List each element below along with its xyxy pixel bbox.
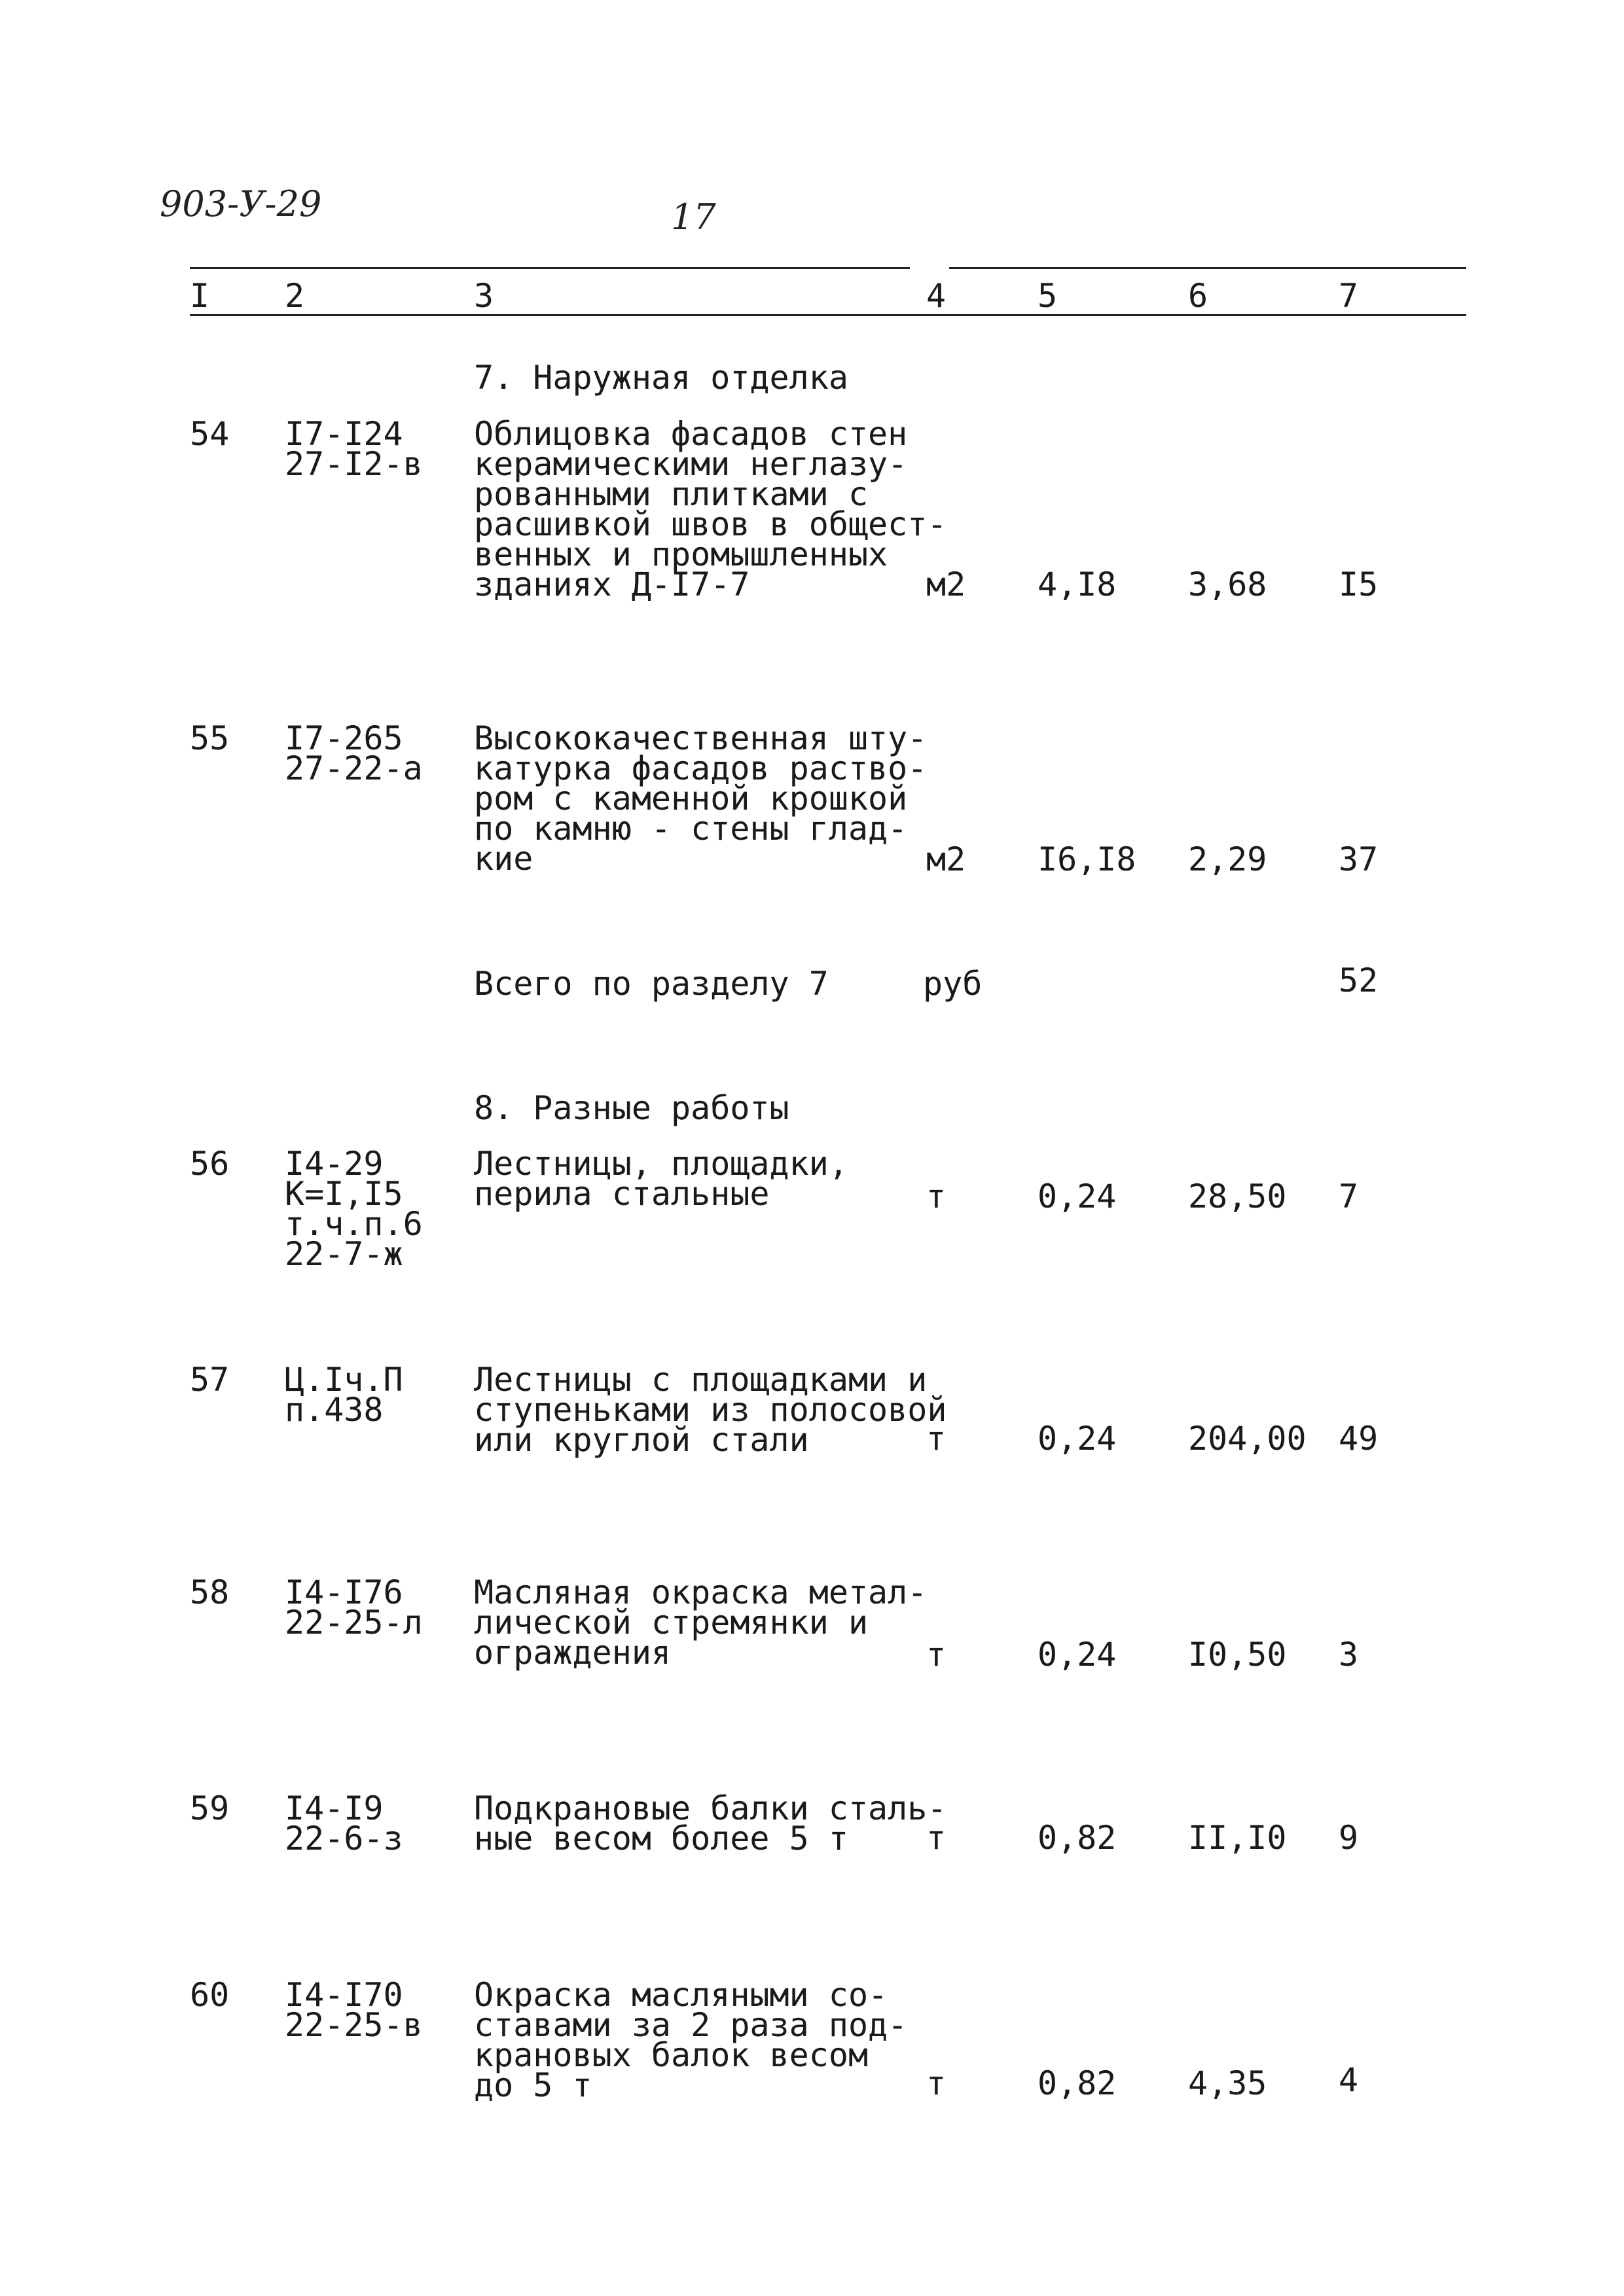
row-price: 28,50 — [1188, 1177, 1287, 1215]
section-total-value: 52 — [1339, 961, 1379, 999]
row-total: 49 — [1339, 1420, 1379, 1458]
row-quantity: I6,I8 — [1038, 840, 1136, 878]
row-code: I7-265 27-22-а — [285, 719, 423, 787]
row-price: II,I0 — [1188, 1819, 1287, 1857]
row-total: 7 — [1339, 1177, 1359, 1215]
section-total-label: Всего по разделу 7 — [474, 965, 829, 1003]
row-description: Лестницы с площадками и ступеньками из полосовой или круглой стали — [474, 1361, 947, 1459]
row-price: 2,29 — [1188, 840, 1267, 878]
row-number: 56 — [190, 1145, 230, 1183]
column-header-3: 3 — [474, 277, 494, 315]
page-code: 903-У-29 — [160, 183, 322, 224]
row-number: 54 — [190, 415, 230, 453]
column-header-2: 2 — [285, 277, 305, 315]
row-code: I4-29 К=I,I5 т.ч.п.6 22-7-ж — [285, 1145, 423, 1273]
row-unit: т — [926, 2064, 947, 2102]
row-description: Масляная окраска метал- лической стремянки и ограждения — [474, 1573, 928, 1672]
row-unit: м2 — [926, 565, 966, 603]
row-description: Окраска масляными со- ставами за 2 раза под- крановых балок весом до 5 т — [474, 1976, 908, 2104]
row-price: 204,00 — [1188, 1420, 1307, 1458]
column-header-7: 7 — [1339, 277, 1359, 315]
row-unit: т — [926, 1177, 947, 1215]
row-unit: м2 — [926, 840, 966, 878]
header-bottom-rule — [190, 314, 1466, 316]
row-quantity: 4,I8 — [1038, 565, 1117, 603]
row-quantity: 0,24 — [1038, 1636, 1117, 1674]
row-description: Высококачественная шту- катурка фасадов раство- ром с каменной крошкой по камню - стены глад- кие — [474, 719, 928, 878]
row-quantity: 0,24 — [1038, 1177, 1117, 1215]
row-total: 9 — [1339, 1819, 1359, 1857]
row-number: 55 — [190, 719, 230, 757]
row-price: I0,50 — [1188, 1636, 1287, 1674]
row-total: 3 — [1339, 1636, 1359, 1674]
header-top-rule-right — [949, 267, 1466, 269]
section-title: 8. Разные работы — [474, 1089, 789, 1127]
row-code: I7-I24 27-I2-в — [285, 415, 423, 483]
row-total: I5 — [1339, 565, 1379, 603]
row-number: 58 — [190, 1573, 230, 1611]
section-total-unit: руб — [923, 965, 983, 1003]
row-unit: т — [926, 1420, 947, 1458]
row-unit: т — [926, 1819, 947, 1857]
page-number: 17 — [671, 196, 716, 238]
row-code: Ц.Iч.П п.438 — [285, 1361, 403, 1429]
row-price: 4,35 — [1188, 2064, 1267, 2102]
row-quantity: 0,24 — [1038, 1420, 1117, 1458]
column-header-1: I — [190, 277, 210, 315]
row-description: Облицовка фасадов стен керамическими неглазу- рованными плитками с расшивкой швов в общест- венных и промышленных зданиях Д-I7-7 — [474, 415, 947, 603]
column-header-5: 5 — [1038, 277, 1058, 315]
row-description: Лестницы, площадки, перила стальные — [474, 1145, 848, 1213]
row-description: Подкрановые балки сталь- ные весом более 5 т — [474, 1789, 947, 1857]
row-number: 60 — [190, 1976, 230, 2014]
row-unit: т — [926, 1636, 947, 1674]
column-header-6: 6 — [1188, 277, 1208, 315]
column-header-4: 4 — [926, 277, 947, 315]
row-price: 3,68 — [1188, 565, 1267, 603]
row-code: I4-I70 22-25-в — [285, 1976, 423, 2044]
row-total: 4 — [1339, 2061, 1359, 2099]
row-total: 37 — [1339, 840, 1379, 878]
header-top-rule-left — [190, 267, 910, 269]
row-code: I4-I9 22-6-з — [285, 1789, 403, 1857]
row-code: I4-I76 22-25-л — [285, 1573, 423, 1641]
row-number: 59 — [190, 1789, 230, 1827]
section-title: 7. Наружная отделка — [474, 359, 848, 397]
row-number: 57 — [190, 1361, 230, 1399]
row-quantity: 0,82 — [1038, 2064, 1117, 2102]
row-quantity: 0,82 — [1038, 1819, 1117, 1857]
